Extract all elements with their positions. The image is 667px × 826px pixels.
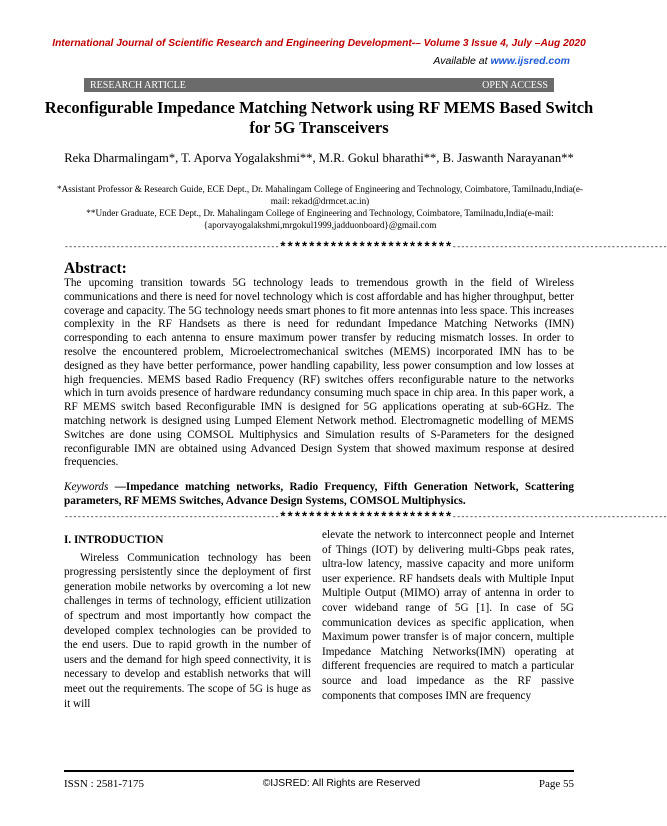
separator-top (64, 240, 667, 255)
article-type-label: RESEARCH ARTICLE (90, 79, 186, 91)
separator-stars: ************************ (279, 240, 452, 255)
keywords-label: Keywords (64, 481, 109, 493)
keywords-text: —Impedance matching networks, Radio Frequency, Fifth Generation Network, Scattering parameters, RF MEMS Switches, Advance Design Systems, COMSOL Multiphysics. (64, 481, 574, 507)
separator-dashes-right: -------------------------------------------------- (451, 243, 667, 252)
page-number: Page 55 (538, 778, 574, 790)
separator-bottom (64, 510, 667, 525)
intro-paragraph-right: elevate the network to interconnect people and Internet of Things (IOT) by delivering multi-Gbps peak rates, ultra-low latency, massive capacity and more uniform user experience. RF handsets deals with Multiple Input Multiple Output (MIMO) array of antenna in order to cover wideband range of 5G [1]. In case of 5G communication devices as specific application, when Maximum power transfer is of major concern, multiple Impedance Matching Networks(IMN) operating at different frequencies are required to match a particular source and load impedance as the RF passive components that composes IMN are frequency (322, 529, 574, 702)
issn-label: ISSN : 2581-7175 (64, 778, 145, 790)
affiliation-first: *Assistant Professor & Research Guide, ECE Dept., Dr. Mahalingam College of Engineering and Technology, Coimbatore, Tamilnadu,India(e-mail: rekad@drmcet.ac.in) (57, 184, 583, 206)
intro-column-left (64, 533, 311, 711)
separator-stars: ************************ (279, 510, 452, 525)
copyright-label: ©IJSRED: All Rights are Reserved (262, 778, 421, 789)
intro-column-right (322, 528, 574, 703)
affiliation-second: **Under Graduate, ECE Dept., Dr. Mahalingam College of Engineering and Technology, Coimbatore, Tamilnadu,India(e-mail: {aporvayogalakshmi,mrgokul1999,jadduonboard}@gmail.com (86, 208, 554, 230)
article-banner (84, 78, 554, 92)
section-heading-introduction: I. INTRODUCTION (64, 534, 164, 546)
journal-url-link[interactable]: www.ijsred.com (490, 55, 570, 67)
page-footer (64, 778, 574, 790)
keywords-block (64, 480, 574, 508)
available-prefix: Available at (433, 55, 491, 67)
abstract-heading: Abstract: (64, 260, 127, 277)
journal-header: International Journal of Scientific Research and Engineering Development-– Volume 3 Issue 4, July –Aug 2020 (52, 38, 586, 49)
open-access-label: OPEN ACCESS (482, 79, 548, 91)
abstract-text: The upcoming transition towards 5G technology leads to tremendous growth in the field of Wireless communications and there is need for novel technology which is cost affordable and has higher throughput, better coverage and capacity. The 5G technology needs smart phones to fit more antennas into less space. This increases complexity in the RF Handsets as there is need for redundant Impedance Matching Networks (IMN) corresponding to each antenna to ensure maximum power transfer by reducing mismatch losses. In order to resolve the encountered problem, Microelectromechanical switches (MEMS) incorporated IMN has to be designed as they have better performance, power handling capability, less power consumption and low losses at high frequencies. MEMS based Radio Frequency (RF) switches offers reconfigurable nature to the networks which in turn avoids presence of hardware redundancy consuming much space in chip area. In this paper work, a RF MEMS switch based Reconfigurable IMN is designed for 5G applications operating at sub-6GHz. The matching network is designed using Lumped Element Network method. Electromagnetic modelling of MEMS Switches are done using COMSOL Multiphysics and Simulation results of S-Parameters for the designed reconfigurable IMN are obtained using Advanced Design System that showed maximum response at desired frequencies. (64, 277, 574, 469)
paper-title: Reconfigurable Impedance Matching Network using RF MEMS Based Switch for 5G Transceivers (44, 98, 594, 137)
separator-dashes-left: -------------------------------------------------- (64, 513, 280, 522)
separator-dashes-left: -------------------------------------------------- (64, 243, 280, 252)
separator-dashes-right: -------------------------------------------------- (451, 513, 667, 522)
intro-paragraph-left: Wireless Communication technology has been progressing persistently since the deployment of first generation mobile networks by overcoming a lot new challenges in terms of technology, efficient utilization of spectrum and most importantly how compact the developed complex technologies can be provided to the end users. Due to rapid growth in the number of users and the demand for high speed connectivity, it is necessary to develop and establish networks that will meet out the requirements. The scope of 5G is huge as it will (64, 551, 311, 710)
author-list: Reka Dharmalingam*, T. Aporva Yogalakshmi**, M.R. Gokul bharathi**, B. Jaswanth Narayanan** (64, 151, 574, 165)
footer-rule (64, 770, 574, 772)
availability-line (433, 55, 570, 67)
